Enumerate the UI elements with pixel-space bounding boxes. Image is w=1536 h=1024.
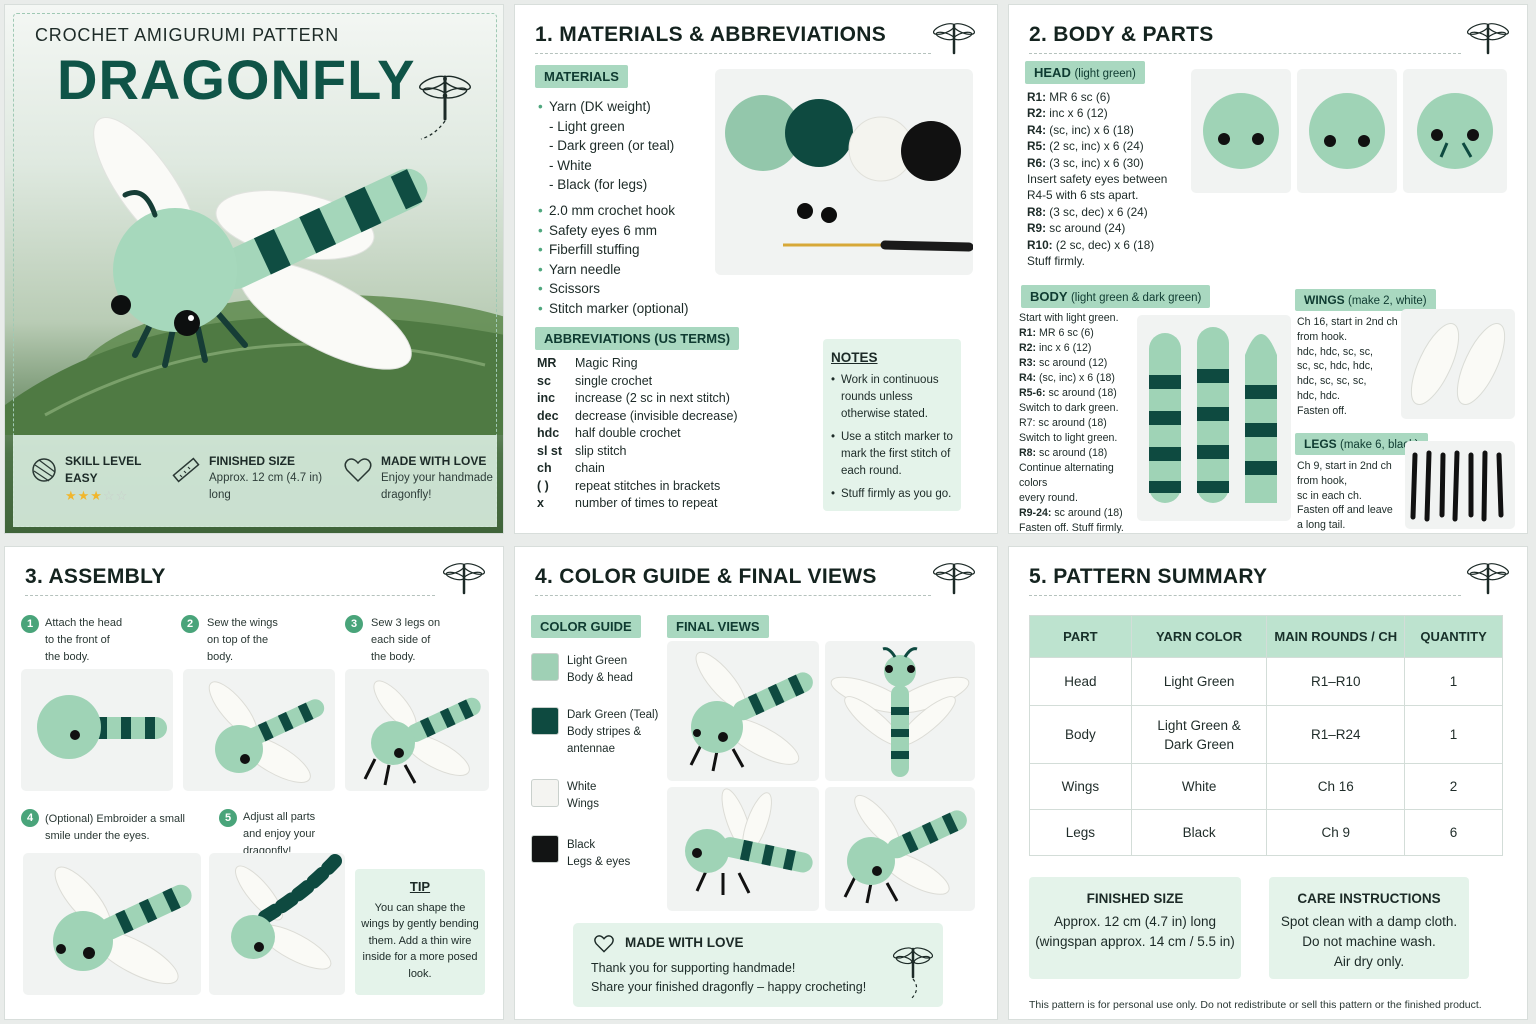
care-line: Spot clean with a damp cloth.: [1280, 914, 1458, 929]
round-line: [1027, 122, 1187, 138]
skill-rating-stars: ★★★☆☆: [65, 488, 129, 503]
column-header: PART: [1030, 616, 1132, 658]
round-text: sc around (24): [1046, 221, 1126, 236]
round-line: [1019, 371, 1145, 386]
round-number: R4:: [1027, 122, 1047, 137]
list-item: - Dark green (or teal): [549, 138, 675, 154]
swatch-label: [567, 837, 630, 871]
round-text: (3 sc, inc) x 6 (30): [1046, 155, 1144, 170]
table-cell: Legs: [1030, 810, 1132, 856]
abbr-key: ch: [537, 461, 552, 475]
head-pill: [1025, 61, 1145, 84]
abbr-row: [537, 460, 738, 478]
swatch-black: [531, 835, 559, 863]
abbr-key: inc: [537, 391, 556, 405]
abbr-value: increase (2 sc in next stitch): [575, 391, 730, 405]
list-item: - White: [549, 157, 592, 173]
step-1-photo: [21, 669, 173, 791]
step-number: 3: [345, 615, 363, 633]
round-line: [1027, 89, 1187, 105]
round-line: [1019, 461, 1145, 491]
instruction-line: a long tail.: [1297, 519, 1346, 532]
abbr-key: MR: [537, 356, 557, 370]
round-text: inc x 6 (12): [1036, 342, 1092, 354]
ruler-icon: [171, 455, 201, 485]
abbr-key: hdc: [537, 426, 560, 440]
head-photo: [1297, 69, 1397, 193]
title-rule: [25, 595, 435, 596]
step-number: 1: [21, 615, 39, 633]
table-cell: Wings: [1030, 764, 1132, 810]
heart-icon: [593, 933, 615, 953]
wings-instructions: [1297, 315, 1401, 419]
materials-title: 1. MATERIALS & ABBREVIATIONS: [535, 23, 887, 46]
step-line: on top of the: [207, 634, 269, 646]
abbr-row: [537, 425, 738, 443]
summary-title: 5. PATTERN SUMMARY: [1029, 565, 1268, 588]
step-2-text: [207, 615, 278, 666]
table-cell: Light Green: [1131, 658, 1267, 706]
swatch-use: Body stripes &: [567, 726, 642, 738]
round-text: sc around (18): [1036, 447, 1108, 459]
instruction-line: Ch 16, start in 2nd ch: [1297, 316, 1398, 328]
abbreviations-list: [537, 355, 738, 513]
round-text: Switch to dark green.: [1019, 402, 1119, 414]
round-text: Start with light green.: [1019, 312, 1119, 324]
step-line: to the front of: [45, 634, 110, 646]
cover-title: DRAGONFLY: [57, 48, 416, 111]
skill-level-info: [65, 453, 141, 504]
round-number: R10:: [1027, 237, 1053, 252]
round-text: (sc, inc) x 6 (18): [1036, 372, 1115, 384]
love-box-heading: MADE WITH LOVE: [625, 935, 744, 950]
round-text: MR 6 sc (6): [1036, 327, 1094, 339]
tip-heading: TIP: [409, 879, 431, 894]
legs-photo: [1405, 441, 1515, 529]
finished-size-line: Approx. 12 cm (4.7 in) long: [1053, 914, 1217, 929]
head-pill-sub: (light green): [1074, 68, 1136, 80]
round-number: R2:: [1027, 106, 1047, 121]
step-3-text: [371, 615, 440, 666]
swatch-use: Wings: [567, 798, 599, 810]
head-photo: [1403, 69, 1507, 193]
dragonfly-icon: [931, 17, 977, 57]
materials-list: [539, 97, 689, 319]
instruction-line: from hook.: [1297, 330, 1348, 343]
round-number: R1:: [1027, 90, 1047, 104]
title-rule: [1029, 595, 1461, 596]
size-line-2: long: [209, 489, 231, 501]
skill-value: EASY: [65, 471, 98, 485]
step-line: Attach the head: [45, 617, 123, 629]
final-view-angle: [825, 787, 975, 911]
table-cell: R1–R24: [1267, 706, 1405, 764]
column-header: QUANTITY: [1405, 616, 1503, 658]
abbr-value: single crochet: [575, 373, 653, 388]
dragonfly-icon: [441, 557, 487, 597]
round-number: R2:: [1019, 342, 1037, 354]
swatch-name: Black: [567, 839, 596, 851]
swatch-use: Body & head: [567, 672, 633, 684]
round-text: Continue alternating colors: [1019, 462, 1114, 489]
round-text: (3 sc, dec) x 6 (24): [1046, 204, 1148, 219]
abbr-row: [537, 408, 738, 426]
title-rule: [535, 595, 931, 596]
swatch-use: Legs & eyes: [567, 856, 631, 868]
list-item: • 2.0 mm crochet hook: [539, 201, 689, 221]
step-line: body.: [207, 651, 234, 663]
body-parts-title: 2. BODY & PARTS: [1029, 23, 1214, 46]
round-text: MR 6 sc (6): [1046, 90, 1111, 104]
step-line: and enjoy your: [243, 828, 316, 840]
round-number: R5:: [1027, 139, 1047, 154]
size-heading: FINISHED SIZE: [209, 454, 296, 468]
body-rounds: [1019, 311, 1145, 534]
finished-size-line: (wingspan approx. 14 cm / 5.5 in): [1035, 934, 1235, 949]
round-text: every round.: [1019, 492, 1078, 504]
wings-pill-label: WINGS: [1304, 293, 1345, 307]
note-item: • Stuff firmly as you go.: [831, 486, 953, 503]
assembly-title: 3. ASSEMBLY: [25, 565, 166, 588]
round-line: [1019, 431, 1145, 446]
love-heading: MADE WITH LOVE: [381, 454, 487, 468]
table-cell: 6: [1405, 810, 1503, 856]
step-3-photo: [345, 669, 489, 791]
instruction-line: hdc, hdc, sc, sc,: [1297, 345, 1373, 358]
care-line: Do not machine wash.: [1302, 934, 1436, 949]
round-line: [1027, 155, 1187, 171]
step-line: Sew the wings: [207, 617, 278, 629]
swatch-label: [567, 779, 599, 813]
round-line: [1019, 521, 1145, 534]
table-row: [1030, 810, 1503, 856]
swatch-light-green: [531, 653, 559, 681]
list-item: • Yarn needle: [539, 260, 689, 280]
list-item: • Scissors: [539, 279, 689, 299]
dragonfly-icon: [931, 557, 977, 597]
abbr-value: Magic Ring: [575, 356, 638, 370]
table-cell: Ch 16: [1267, 764, 1405, 810]
instruction-line: hdc, sc, sc, sc,: [1297, 375, 1367, 388]
made-with-love-box: [573, 923, 943, 1007]
round-line: [1019, 311, 1145, 326]
head-pill-label: HEAD: [1034, 65, 1071, 80]
round-text: sc around (12): [1036, 357, 1108, 369]
round-number: R1:: [1019, 327, 1037, 339]
list-item: • Safety eyes 6 mm: [539, 221, 689, 241]
table-cell: White: [1131, 764, 1267, 810]
swatch-name: White: [567, 781, 597, 793]
step-number: 5: [219, 809, 237, 827]
round-number: R9-24:: [1019, 507, 1052, 519]
abbr-row: [537, 443, 738, 461]
round-text: R7: sc around (18): [1019, 417, 1107, 429]
column-header: MAIN ROUNDS / CH: [1267, 616, 1405, 658]
note-item: • Use a stitch marker to mark the first stitch of each round.: [831, 429, 953, 480]
materials-photo: [715, 69, 973, 275]
dragonfly-icon: [891, 943, 935, 1001]
abbr-key: ( ): [537, 478, 549, 493]
summary-table: [1029, 615, 1503, 856]
table-cell: R1–R10: [1267, 658, 1405, 706]
wings-pill: [1295, 289, 1436, 311]
round-text: sc around (18): [1045, 387, 1117, 399]
legs-pill-sub: (make 6, black): [1340, 439, 1419, 451]
cover-panel: [4, 4, 504, 534]
table-cell: Black: [1131, 810, 1267, 856]
abbr-value: repeat stitches in brackets: [575, 478, 721, 493]
dragonfly-icon: [1465, 17, 1511, 57]
round-text: (2 sc, dec) x 6 (18): [1052, 237, 1155, 252]
dragonfly-icon: [417, 63, 473, 143]
final-view-top: [825, 641, 975, 781]
abbr-value: chain: [575, 461, 605, 475]
abbr-key: sl st: [537, 443, 563, 458]
table-cell: Body: [1030, 706, 1132, 764]
abbr-value: slip stitch: [575, 443, 627, 458]
step-4-text: [45, 811, 185, 845]
title-rule: [535, 53, 931, 54]
round-text: inc x 6 (12): [1046, 106, 1108, 121]
dragonfly-icon: [1465, 557, 1511, 597]
round-text: (2 sc, inc) x 6 (24): [1046, 139, 1144, 154]
round-line: [1019, 491, 1145, 506]
swatch-name: Dark Green (Teal): [567, 709, 659, 721]
round-line: [1019, 341, 1145, 356]
yarn-ball-icon: [29, 455, 59, 485]
round-text: (sc, inc) x 6 (18): [1046, 122, 1134, 137]
round-number: R5-6:: [1019, 387, 1046, 399]
abbreviations-pill: ABBREVIATIONS (US TERMS): [535, 327, 739, 350]
summary-panel: [1008, 546, 1528, 1020]
round-text: Fasten off. Stuff firmly.: [1019, 522, 1124, 534]
care-line: Air dry only.: [1333, 954, 1405, 969]
step-line: each side of: [371, 634, 431, 646]
round-line: [1019, 446, 1145, 461]
round-number: R4:: [1019, 372, 1037, 384]
abbr-row: [537, 355, 738, 373]
table-cell: 2: [1405, 764, 1503, 810]
body-photos: [1137, 315, 1291, 521]
color-guide-title: 4. COLOR GUIDE & FINAL VIEWS: [535, 565, 877, 588]
materials-pill: MATERIALS: [535, 65, 628, 88]
list-item: • Yarn (DK weight): [539, 97, 689, 117]
list-item: • Fiberfill stuffing: [539, 240, 689, 260]
table-cell: Head: [1030, 658, 1132, 706]
title-rule: [1029, 53, 1461, 54]
round-line: [1019, 416, 1145, 431]
abbr-value: half double crochet: [575, 426, 681, 440]
love-box-line: Thank you for supporting handmade!: [591, 961, 796, 975]
wings-pill-sub: (make 2, white): [1348, 295, 1427, 307]
column-header: YARN COLOR: [1131, 616, 1267, 658]
table-cell: Light Green & Dark Green: [1131, 706, 1267, 764]
love-line-2: dragonfly!: [381, 489, 432, 501]
step-line: dragonfly!: [243, 845, 292, 857]
swatch-name: Light Green: [567, 655, 628, 667]
body-pill-sub: (light green & dark green): [1070, 292, 1202, 304]
finished-size-heading: FINISHED SIZE: [1086, 891, 1184, 906]
step-line: the body.: [371, 651, 416, 663]
abbr-value: number of times to repeat: [575, 496, 718, 510]
step-1-text: [45, 615, 122, 666]
abbr-row: [537, 390, 738, 408]
step-number: 4: [21, 809, 39, 827]
materials-panel: [514, 4, 998, 534]
wings-photo: [1401, 309, 1515, 419]
round-line: [1019, 506, 1145, 521]
step-line: smile under the eyes.: [45, 830, 150, 842]
step-line: the body.: [45, 651, 90, 663]
love-line-1: Enjoy your handmade: [381, 472, 493, 484]
swatch-label: [567, 653, 633, 687]
step-5-photo: [209, 853, 345, 995]
tip-box: [355, 869, 485, 995]
legs-pill-label: LEGS: [1304, 437, 1337, 451]
step-2-photo: [183, 669, 335, 791]
step-4-photo: [23, 853, 201, 995]
body-pill-label: BODY: [1030, 289, 1068, 304]
table-row: [1030, 658, 1503, 706]
head-end: Stuff firmly.: [1027, 254, 1085, 269]
body-pill: [1021, 285, 1210, 308]
round-number: R8:: [1027, 204, 1047, 219]
size-line-1: Approx. 12 cm (4.7 in): [209, 472, 323, 484]
round-line: [1019, 386, 1145, 401]
final-view-side: [667, 641, 819, 781]
list-item: - Black (for legs): [549, 177, 648, 193]
instruction-line: sc, sc, hdc, hdc,: [1297, 360, 1373, 373]
table-row: [1030, 706, 1503, 764]
instruction-line: Fasten off.: [1297, 404, 1347, 417]
list-item: • Stitch marker (optional): [539, 299, 689, 319]
abbr-row: [537, 373, 738, 391]
instruction-line: sc in each ch.: [1297, 489, 1362, 502]
step-line: Adjust all parts: [243, 811, 316, 823]
table-cell: 1: [1405, 706, 1503, 764]
color-guide-panel: [514, 546, 998, 1020]
instruction-line: from hook,: [1297, 474, 1348, 487]
abbr-key: sc: [537, 373, 551, 388]
step-line: (Optional) Embroider a small: [45, 813, 185, 825]
head-rounds: [1027, 89, 1187, 269]
step-number: 2: [181, 615, 199, 633]
assembly-panel: [4, 546, 504, 1020]
cover-info-bar: [13, 435, 497, 527]
step-line: Sew 3 legs on: [371, 617, 441, 629]
abbr-value: decrease (invisible decrease): [575, 408, 738, 423]
table-row: [1030, 764, 1503, 810]
round-line: [1027, 105, 1187, 121]
tip-text: You can shape the wings by gently bending them. Add a thin wire inside for a more posed look.: [361, 901, 479, 980]
round-text: Switch to light green.: [1019, 432, 1118, 444]
body-parts-panel: [1008, 4, 1528, 534]
swatch-use: antennae: [567, 743, 615, 755]
heart-icon: [343, 455, 373, 485]
head-note: Insert safety eyes between R4-5 with 6 sts apart.: [1027, 172, 1168, 203]
skill-heading: SKILL LEVEL: [65, 454, 142, 468]
legs-instructions: [1297, 459, 1401, 533]
finished-size-box: [1029, 877, 1241, 979]
abbr-key: x: [537, 496, 544, 510]
round-number: R8:: [1019, 447, 1037, 459]
instruction-line: Ch 9, start in 2nd ch: [1297, 460, 1392, 472]
round-line: [1027, 204, 1187, 220]
cover-kicker: CROCHET AMIGURUMI PATTERN: [35, 25, 340, 45]
round-line: [1027, 220, 1187, 236]
instruction-line: hdc, hdc.: [1297, 389, 1340, 402]
notes-box: [823, 339, 961, 511]
table-cell: Ch 9: [1267, 810, 1405, 856]
round-number: R6:: [1027, 155, 1047, 170]
table-header-row: [1030, 616, 1503, 658]
swatch-label: [567, 707, 658, 758]
abbr-row: [537, 478, 738, 496]
care-heading: CARE INSTRUCTIONS: [1297, 891, 1441, 906]
round-line: [1027, 138, 1187, 154]
final-view-profile: [667, 787, 819, 911]
note-item: • Work in continuous rounds unless otherwise stated.: [831, 372, 953, 423]
instruction-line: Fasten off and leave: [1297, 504, 1393, 517]
finished-size-info: [209, 453, 322, 504]
table-cell: 1: [1405, 658, 1503, 706]
round-line: [1019, 401, 1145, 416]
round-text: sc around (18): [1051, 507, 1123, 519]
round-number: R9:: [1027, 221, 1047, 236]
love-box-text: [591, 959, 866, 997]
color-guide-pill: COLOR GUIDE: [531, 615, 641, 638]
disclaimer: This pattern is for personal use only. Do not redistribute or sell this pattern or the finished product.: [1029, 999, 1482, 1011]
round-line: [1019, 356, 1145, 371]
love-box-line: Share your finished dragonfly – happy crocheting!: [591, 980, 867, 994]
abbr-key: dec: [537, 408, 559, 423]
round-line: [1019, 326, 1145, 341]
final-views-pill: FINAL VIEWS: [667, 615, 769, 638]
swatch-white: [531, 779, 559, 807]
list-item: - Light green: [549, 118, 625, 134]
head-photo: [1191, 69, 1291, 193]
round-line: [1027, 237, 1187, 253]
made-with-love-info: [381, 453, 493, 504]
abbr-row: [537, 495, 738, 513]
care-instructions-box: [1269, 877, 1469, 979]
round-number: R3:: [1019, 357, 1037, 369]
notes-heading: NOTES: [831, 350, 878, 365]
swatch-dark-green: [531, 707, 559, 735]
